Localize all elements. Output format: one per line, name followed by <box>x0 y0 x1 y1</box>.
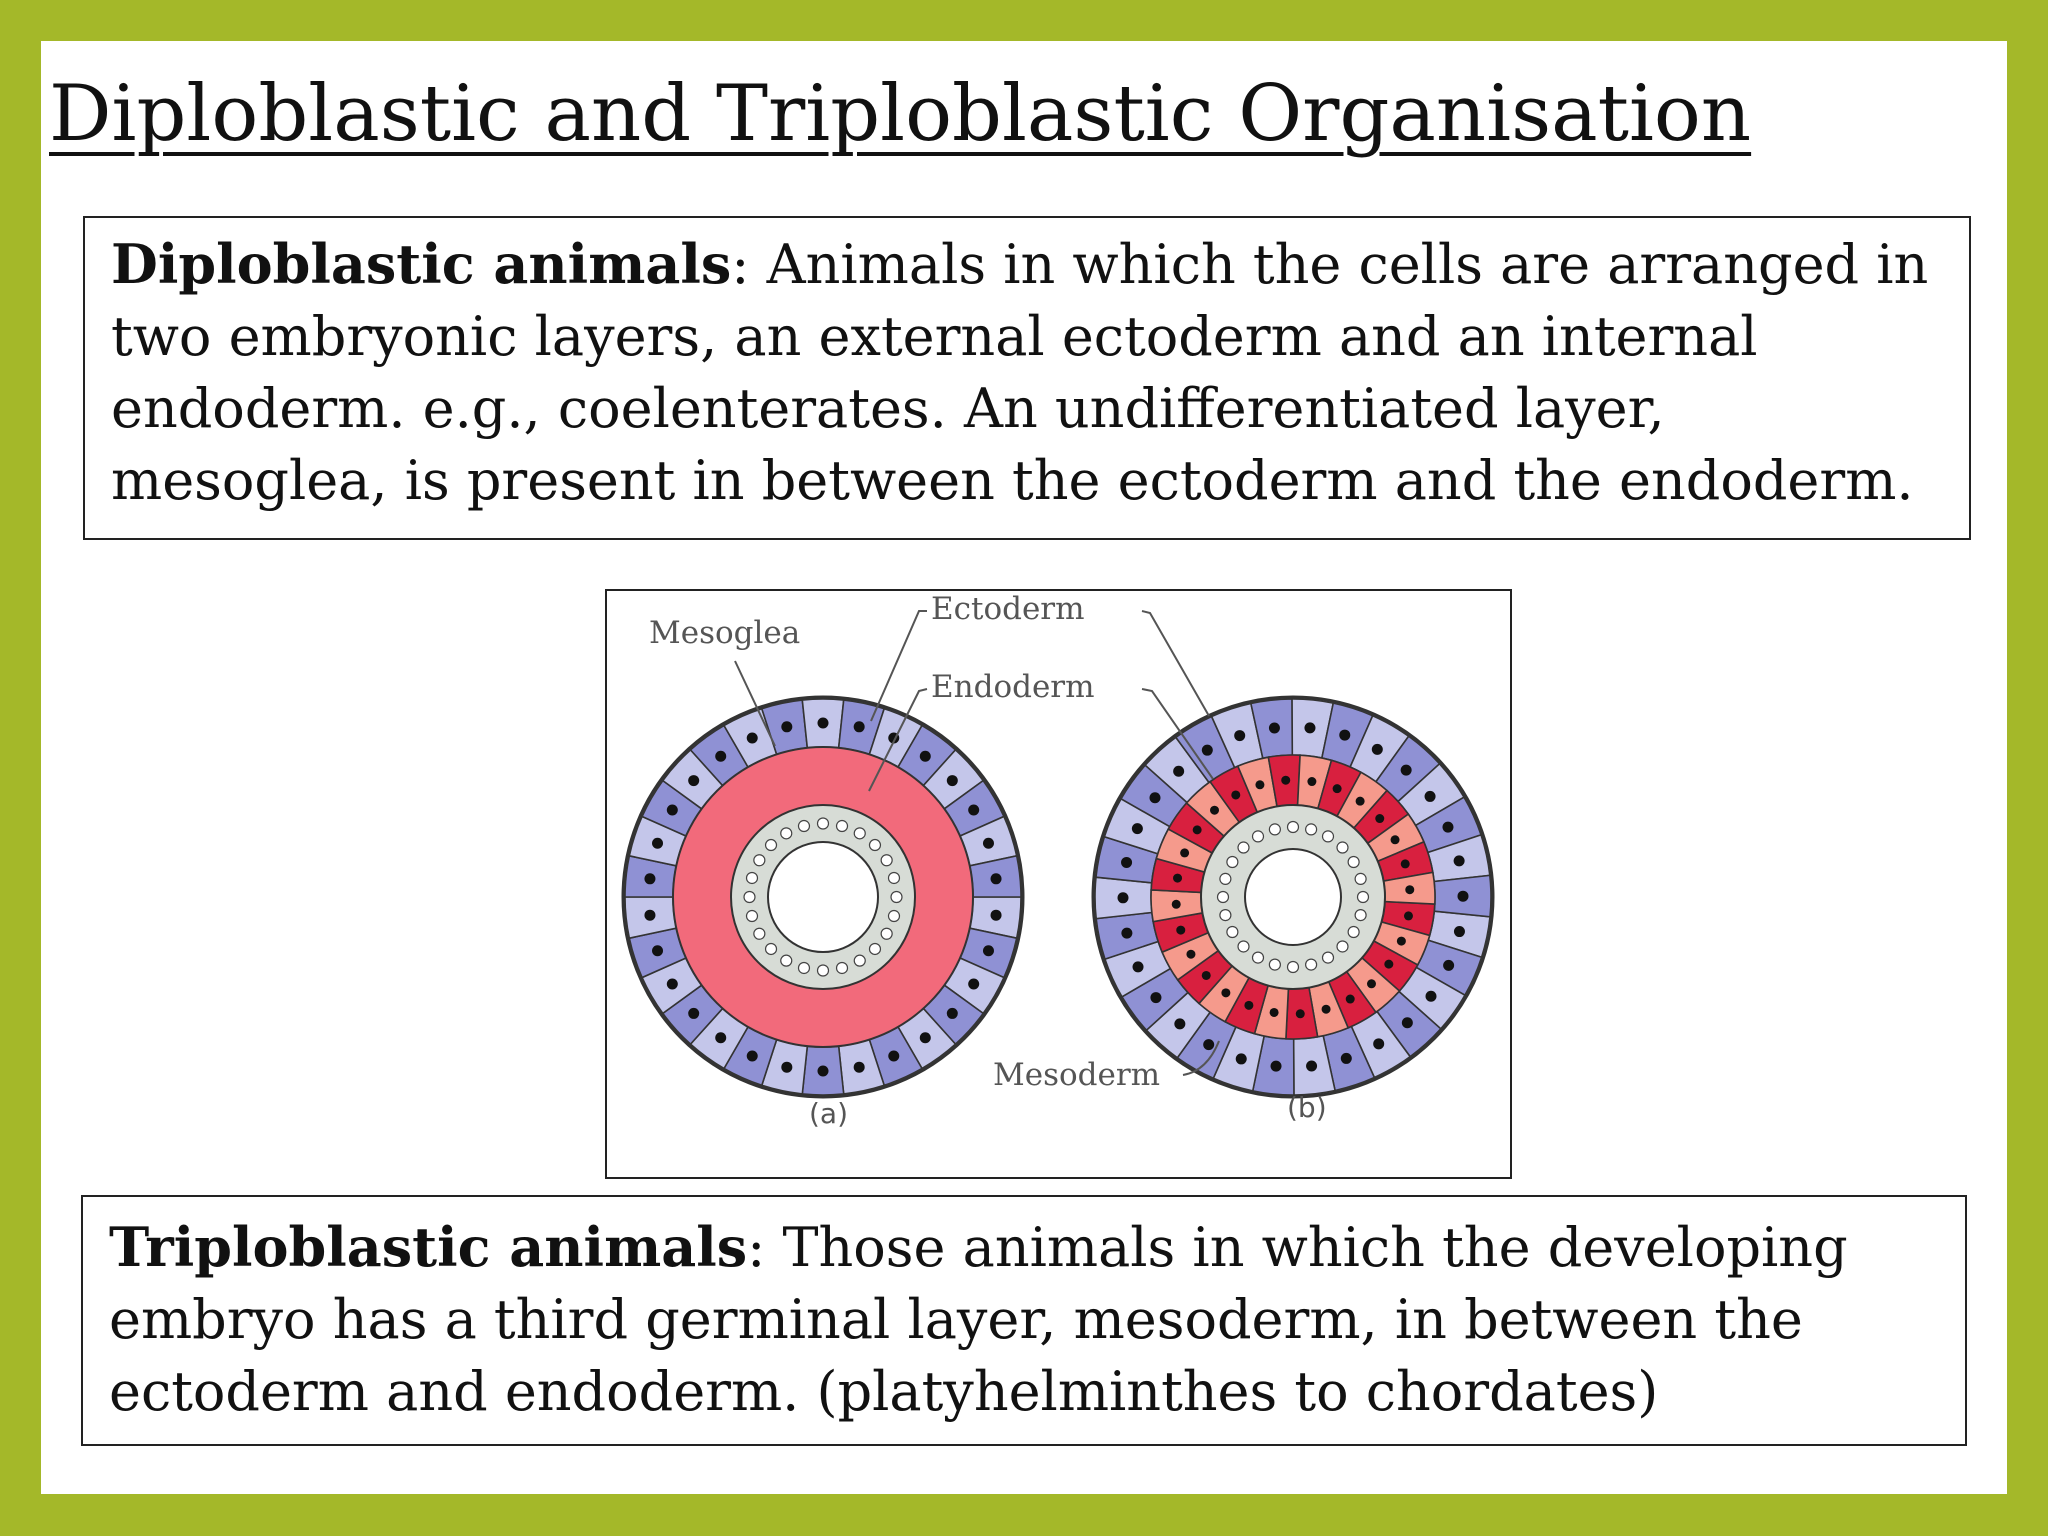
ectoderm-a-nucleus <box>688 775 699 786</box>
mesoderm-b-nucleus <box>1367 979 1376 988</box>
ectoderm-a-nucleus <box>715 751 726 762</box>
mesoderm-b-nucleus <box>1202 971 1211 980</box>
endoderm-b-cell <box>1269 959 1280 970</box>
ectoderm-b-nucleus <box>1202 745 1213 756</box>
ectoderm-a-nucleus <box>947 1008 958 1019</box>
endoderm-b-cell <box>1238 842 1249 853</box>
triploblastic-text: Those animals in which the developing embryo has a third germinal layer, mesoderm, in between the ectoderm and endoderm. (platyhelminthes to chordates) <box>109 1216 1848 1423</box>
ectoderm-a-nucleus <box>667 805 678 816</box>
endoderm-b-cell <box>1306 959 1317 970</box>
endoderm-b-cell <box>1288 962 1299 973</box>
ectoderm-a-nucleus <box>968 805 979 816</box>
ectoderm-a-nucleus <box>818 718 829 729</box>
ectoderm-a-nucleus <box>652 945 663 956</box>
endoderm-b-cell <box>1288 822 1299 833</box>
endoderm-a-cell <box>869 840 880 851</box>
ectoderm-a-nucleus <box>747 1050 758 1061</box>
mesoderm-b-nucleus <box>1356 797 1365 806</box>
ectoderm-b-nucleus <box>1339 730 1350 741</box>
ectoderm-a-nucleus <box>781 1062 792 1073</box>
endoderm-a-lumen <box>768 842 878 952</box>
germ-layer-figure <box>605 589 1512 1179</box>
slide <box>41 41 2007 1494</box>
ectoderm-leader-b <box>1142 611 1209 716</box>
endoderm-a-cell <box>891 892 902 903</box>
mesoderm-b-nucleus <box>1346 995 1355 1004</box>
mesoderm-b-nucleus <box>1405 885 1414 894</box>
endoderm-a-cell <box>747 872 758 883</box>
diploblastic-term: Diploblastic animals <box>111 232 732 296</box>
ectoderm-b-nucleus <box>1401 765 1412 776</box>
ectoderm-a-nucleus <box>644 873 655 884</box>
endoderm-a-cell <box>798 821 809 832</box>
ectoderm-b-nucleus <box>1149 792 1160 803</box>
ectoderm-b-nucleus <box>1306 1060 1317 1071</box>
triploblastic-separator: : <box>747 1216 766 1279</box>
ectoderm-b-nucleus <box>1118 892 1129 903</box>
ectoderm-b-nucleus <box>1236 1053 1247 1064</box>
endoderm-a-cell <box>854 955 865 966</box>
mesoderm-b-nucleus <box>1231 790 1240 799</box>
diploblastic-separator: : <box>731 233 750 296</box>
ectoderm-a-nucleus <box>991 910 1002 921</box>
mesoderm-b-nucleus <box>1176 926 1185 935</box>
ectoderm-a-nucleus <box>968 979 979 990</box>
mesoderm-b-nucleus <box>1270 1008 1279 1017</box>
mesoderm-label: Mesoderm <box>993 1057 1161 1093</box>
endoderm-a-cell <box>854 828 865 839</box>
ectoderm-b-nucleus <box>1457 891 1468 902</box>
mesoderm-b-nucleus <box>1210 806 1219 815</box>
endoderm-b-cell <box>1253 831 1264 842</box>
endoderm-a-cell <box>869 943 880 954</box>
ectoderm-b-nucleus <box>1402 1017 1413 1028</box>
triploblastic-cross-section <box>1093 697 1493 1097</box>
mesoglea-label: Mesoglea <box>649 615 801 651</box>
triploblastic-definition-box <box>81 1195 1967 1446</box>
ectoderm-b-nucleus <box>1372 744 1383 755</box>
mesoderm-b-nucleus <box>1397 937 1406 946</box>
endoderm-a-cell <box>818 965 829 976</box>
endoderm-a-cell <box>888 872 899 883</box>
ectoderm-a-nucleus <box>983 838 994 849</box>
endoderm-b-lumen <box>1245 849 1341 945</box>
mesoderm-b-nucleus <box>1221 988 1230 997</box>
endoderm-b-cell <box>1323 831 1334 842</box>
endoderm-b-cell <box>1306 824 1317 835</box>
caption-b: (b) <box>1287 1091 1327 1124</box>
endoderm-label: Endoderm <box>931 669 1095 705</box>
endoderm-a-cell <box>781 828 792 839</box>
endoderm-b-cell <box>1218 892 1229 903</box>
ectoderm-b-nucleus <box>1341 1053 1352 1064</box>
mesoderm-b-nucleus <box>1375 814 1384 823</box>
ectoderm-b-nucleus <box>1121 928 1132 939</box>
mesoderm-b-nucleus <box>1296 1009 1305 1018</box>
endoderm-b-cell <box>1323 952 1334 963</box>
ectoderm-label: Ectoderm <box>931 591 1085 627</box>
endoderm-a-cell <box>837 962 848 973</box>
slide-title: Diploblastic and Triploblastic Organisation <box>49 69 1752 159</box>
ectoderm-b-nucleus <box>1442 822 1453 833</box>
ectoderm-b-nucleus <box>1425 791 1436 802</box>
diploblastic-cross-section <box>623 697 1023 1097</box>
ectoderm-a-nucleus <box>781 721 792 732</box>
mesoderm-b-nucleus <box>1322 1005 1331 1014</box>
endoderm-a-cell <box>754 928 765 939</box>
ectoderm-a-nucleus <box>854 1062 865 1073</box>
endoderm-a-cell <box>766 943 777 954</box>
endoderm-b-cell <box>1348 927 1359 938</box>
endoderm-b-cell <box>1269 824 1280 835</box>
ectoderm-a-nucleus <box>854 721 865 732</box>
mesoderm-b-nucleus <box>1255 780 1264 789</box>
ectoderm-b-nucleus <box>1454 855 1465 866</box>
endoderm-a-cell <box>754 855 765 866</box>
endoderm-a-cell <box>888 911 899 922</box>
ectoderm-b-nucleus <box>1173 766 1184 777</box>
ectoderm-a-nucleus <box>652 838 663 849</box>
germ-layer-diagram <box>607 591 1510 1177</box>
ectoderm-a-nucleus <box>667 979 678 990</box>
endoderm-b-cell <box>1220 873 1231 884</box>
ectoderm-b-nucleus <box>1133 961 1144 972</box>
ectoderm-a-nucleus <box>947 775 958 786</box>
ectoderm-a-nucleus <box>688 1008 699 1019</box>
mesoderm-b-nucleus <box>1180 848 1189 857</box>
endoderm-b-cell <box>1238 941 1249 952</box>
ectoderm-b-nucleus <box>1454 926 1465 937</box>
triploblastic-term: Triploblastic animals <box>109 1215 748 1279</box>
endoderm-b-cell <box>1348 857 1359 868</box>
mesoderm-b-nucleus <box>1244 1001 1253 1010</box>
ectoderm-b-nucleus <box>1269 723 1280 734</box>
ectoderm-b-nucleus <box>1443 960 1454 971</box>
endoderm-a-cell <box>766 840 777 851</box>
endoderm-b-cell <box>1355 873 1366 884</box>
endoderm-a-cell <box>744 892 755 903</box>
ectoderm-b-nucleus <box>1373 1038 1384 1049</box>
mesoderm-b-nucleus <box>1391 835 1400 844</box>
ectoderm-b-nucleus <box>1203 1039 1214 1050</box>
mesoderm-b-nucleus <box>1172 900 1181 909</box>
mesoderm-b-nucleus <box>1307 777 1316 786</box>
diploblastic-text: Animals in which the cells are arranged in two embryonic layers, an external ectoderm and an internal endoderm. e.g., coelenterates. An undifferentiated layer, mesoglea, is present in between the ectoderm and the endoderm. <box>111 233 1929 512</box>
ectoderm-b-nucleus <box>1121 857 1132 868</box>
endoderm-a-cell <box>747 911 758 922</box>
ectoderm-b-nucleus <box>1234 730 1245 741</box>
caption-a: (a) <box>809 1097 849 1130</box>
diploblastic-definition-box <box>83 216 1971 540</box>
endoderm-b-cell <box>1358 892 1369 903</box>
endoderm-b-cell <box>1337 842 1348 853</box>
endoderm-a-cell <box>781 955 792 966</box>
mesoderm-b-nucleus <box>1281 776 1290 785</box>
endoderm-a-cell <box>818 818 829 829</box>
ectoderm-a-nucleus <box>818 1066 829 1077</box>
mesoderm-b-nucleus <box>1186 950 1195 959</box>
ectoderm-a-nucleus <box>920 1032 931 1043</box>
ectoderm-b-nucleus <box>1426 991 1437 1002</box>
ectoderm-a-nucleus <box>715 1032 726 1043</box>
ectoderm-a-nucleus <box>888 1050 899 1061</box>
endoderm-a-cell <box>798 962 809 973</box>
ectoderm-a-nucleus <box>747 733 758 744</box>
ectoderm-b-nucleus <box>1174 1018 1185 1029</box>
ectoderm-a-nucleus <box>644 910 655 921</box>
endoderm-a-cell <box>881 928 892 939</box>
endoderm-b-cell <box>1355 910 1366 921</box>
ectoderm-a-nucleus <box>991 873 1002 884</box>
endoderm-b-cell <box>1337 941 1348 952</box>
ectoderm-b-nucleus <box>1304 722 1315 733</box>
mesoderm-b-nucleus <box>1333 784 1342 793</box>
endoderm-b-cell <box>1253 952 1264 963</box>
ectoderm-b-nucleus <box>1132 823 1143 834</box>
endoderm-a-cell <box>837 821 848 832</box>
endoderm-b-cell <box>1220 910 1231 921</box>
endoderm-b-cell <box>1227 857 1238 868</box>
ectoderm-b-nucleus <box>1150 992 1161 1003</box>
endoderm-b-cell <box>1227 927 1238 938</box>
mesoderm-b-nucleus <box>1401 859 1410 868</box>
endoderm-a-cell <box>881 855 892 866</box>
mesoderm-b-nucleus <box>1384 960 1393 969</box>
ectoderm-a-nucleus <box>983 945 994 956</box>
ectoderm-b-nucleus <box>1271 1061 1282 1072</box>
ectoderm-a-nucleus <box>920 751 931 762</box>
mesoderm-b-nucleus <box>1193 825 1202 834</box>
mesoderm-b-nucleus <box>1173 874 1182 883</box>
mesoderm-b-nucleus <box>1404 911 1413 920</box>
